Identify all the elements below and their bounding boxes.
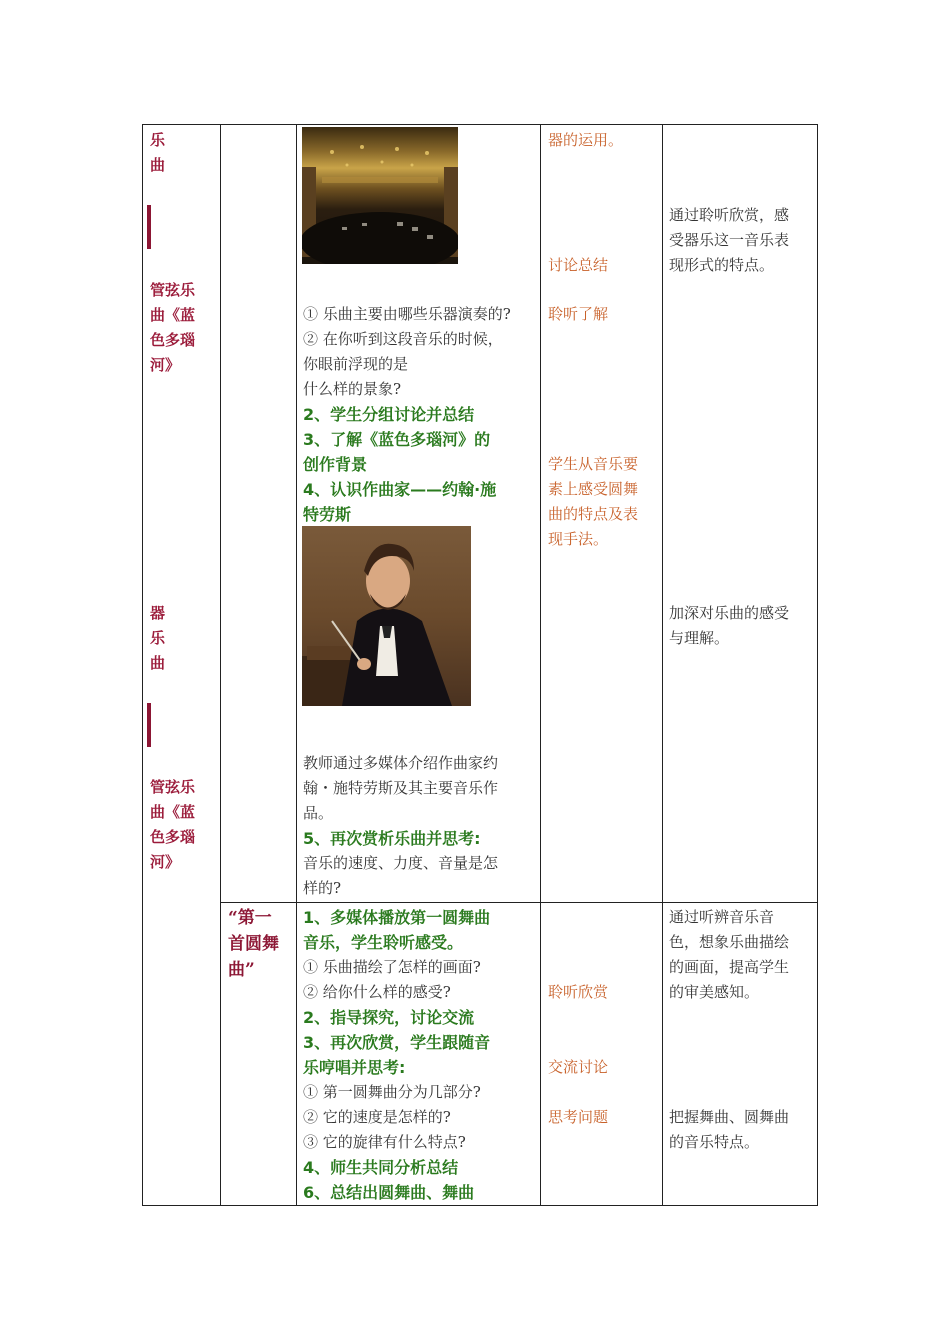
col1-title-block-2: 管弦乐 曲《蓝 色多瑙 河》 — [150, 778, 196, 871]
step-5-question: 音乐的速度、力度、音量是怎 样的? — [303, 854, 499, 897]
teacher-intro: 教师通过多媒体介绍作曲家约 翰・施特劳斯及其主要音乐作 品。 — [303, 754, 499, 822]
s2-step-3: 3、再次欣赏，学生跟随音 乐哼唱并思考: — [303, 1033, 491, 1077]
step-3: 3、了解《蓝色多瑙河》的 创作背景 — [303, 430, 491, 474]
design-intent-4: 把握舞曲、圆舞曲 的音乐特点。 — [669, 1108, 790, 1151]
column-divider — [662, 125, 663, 1205]
accent-bar — [147, 703, 151, 747]
s2-question-5: ③ 它的旋律有什么特点? — [303, 1133, 466, 1151]
question-2: ② 在你听到这段音乐的时候， 你眼前浮现的是 什么样的景象? — [303, 330, 503, 398]
s2-question-2: ② 给你什么样的感受? — [303, 983, 451, 1001]
col1-mid-chars: 器 乐 曲 — [150, 604, 166, 672]
col1-title-block: 管弦乐 曲《蓝 色多瑙 河》 — [150, 281, 196, 374]
student-activity-7: 思考问题 — [548, 1108, 609, 1126]
design-intent-1: 通过聆听欣赏，感 受器乐这一音乐表 现形式的特点。 — [669, 206, 790, 274]
question-1: ① 乐曲主要由哪些乐器演奏的? — [303, 305, 511, 323]
composer-portrait — [302, 526, 471, 706]
s2-step-1: 1、多媒体播放第一圆舞曲 音乐，学生聆听感受。 — [303, 908, 491, 952]
s2-step-4: 4、师生共同分析总结 — [303, 1158, 459, 1177]
student-activity-5: 聆听欣赏 — [548, 983, 609, 1001]
step-4: 4、认识作曲家——约翰·施 特劳斯 — [303, 480, 497, 524]
design-intent-3: 通过听辨音乐音 色，想象乐曲描绘 的画面，提高学生 的审美感知。 — [669, 908, 790, 1001]
design-intent-2: 加深对乐曲的感受 与理解。 — [669, 604, 790, 647]
col1-top-chars: 乐 曲 — [150, 131, 166, 174]
s2-question-3: ① 第一圆舞曲分为几部分? — [303, 1083, 481, 1101]
s2-step-2: 2、指导探究，讨论交流 — [303, 1008, 475, 1027]
step-5: 5、再次赏析乐曲并思考: — [303, 829, 481, 848]
student-activity-2: 讨论总结 — [548, 256, 609, 274]
student-activity-1: 器的运用。 — [548, 131, 624, 149]
accent-bar — [147, 205, 151, 249]
column-divider — [296, 125, 297, 1205]
step-2: 2、学生分组讨论并总结 — [303, 405, 475, 424]
student-activity-4: 学生从音乐要 素上感受圆舞 曲的特点及表 现手法。 — [548, 455, 639, 548]
student-activity-3: 聆听了解 — [548, 305, 609, 323]
s2-question-4: ② 它的速度是怎样的? — [303, 1108, 451, 1126]
student-activity-6: 交流讨论 — [548, 1058, 609, 1076]
s2-step-6: 6、总结出圆舞曲、舞曲 — [303, 1183, 475, 1202]
row-divider — [220, 902, 817, 903]
s2-question-1: ① 乐曲描绘了怎样的画面? — [303, 958, 481, 976]
section-title-first-waltz: “第一 首圆舞 曲” — [228, 908, 279, 980]
column-divider — [220, 125, 221, 1205]
column-divider — [540, 125, 541, 1205]
concert-hall-photo — [302, 127, 458, 264]
